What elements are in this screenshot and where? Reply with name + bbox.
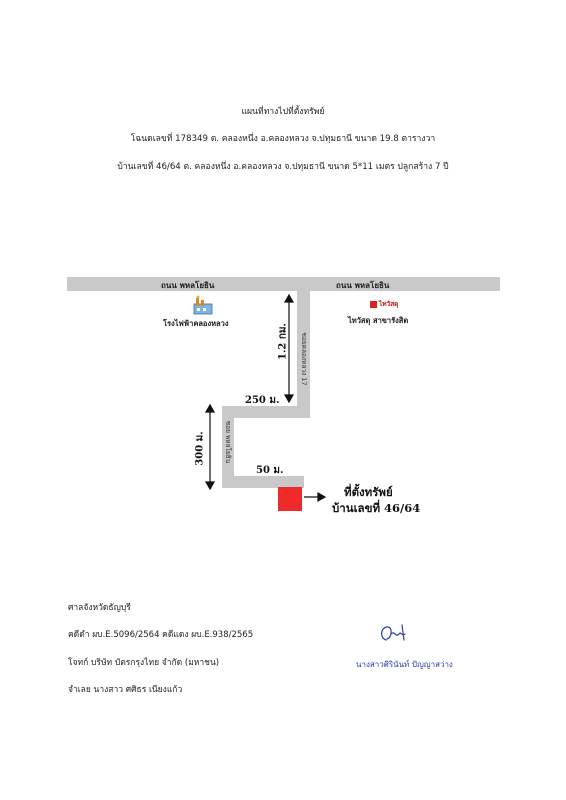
main-road-label-left: ถนน พหลโยธิน bbox=[161, 281, 215, 290]
case-number: คดีดำ ผบ.E.5096/2564 คดีแดง ผบ.E.938/2565 bbox=[68, 630, 254, 640]
distance-50m: 50 ม. bbox=[256, 465, 284, 476]
house-info: บ้านเลขที่ 46/64 ต. คลองหนึ่ง อ.คลองหลวง จ.ปทุมธานี ขนาด 5*11 เมตร ปลูกสร้าง 7 ปี bbox=[117, 162, 449, 172]
thaiwatsadu-logo-icon bbox=[370, 301, 377, 308]
property-title: ที่ตั้งทรัพย์ bbox=[344, 485, 393, 499]
signer-name: นางสาวศิรินันท์ ปัญญาสว่าง bbox=[356, 660, 453, 669]
map-title: แผนที่ทางไปที่ตั้งทรัพย์ bbox=[241, 107, 325, 117]
distance-250m: 250 ม. bbox=[245, 395, 280, 406]
defendant: จำเลย นางสาว ศศิธร เนียงแก้ว bbox=[68, 685, 183, 695]
thaiwatsadu-logo-text: ไทวัสดุ bbox=[379, 300, 399, 308]
signature-mark bbox=[378, 622, 414, 646]
court-name: ศาลจังหวัดธัญบุรี bbox=[68, 603, 131, 613]
inner-road-label: ซอย พหลโยธิน bbox=[224, 420, 232, 464]
thaiwatsadu-logo bbox=[370, 299, 398, 309]
main-road-label-right: ถนน พหลโยธิน bbox=[336, 281, 390, 290]
deed-info: โฉนดเลขที่ 178349 ต. คลองหนึ่ง อ.คลองหลวง จ.ปทุมธานี ขนาด 19.8 ตารางวา bbox=[130, 134, 436, 144]
landmark-power-plant: โรงไฟฟ้าคลองหลวง bbox=[163, 319, 229, 328]
distance-1-2km: 1.2 กม. bbox=[277, 323, 289, 361]
soi-label: ซอยคลองหลวง 17 bbox=[300, 332, 308, 386]
plaintiff: โจทก์ บริษัท บัตรกรุงไทย จำกัด (มหาชน) bbox=[68, 658, 220, 668]
distance-300m: 300 ม. bbox=[194, 431, 206, 466]
landmark-thaiwatsadu: ไทวัสดุ สาขารังสิต bbox=[348, 316, 409, 325]
factory-icon bbox=[193, 295, 213, 315]
property-house-number: บ้านเลขที่ 46/64 bbox=[332, 501, 421, 515]
